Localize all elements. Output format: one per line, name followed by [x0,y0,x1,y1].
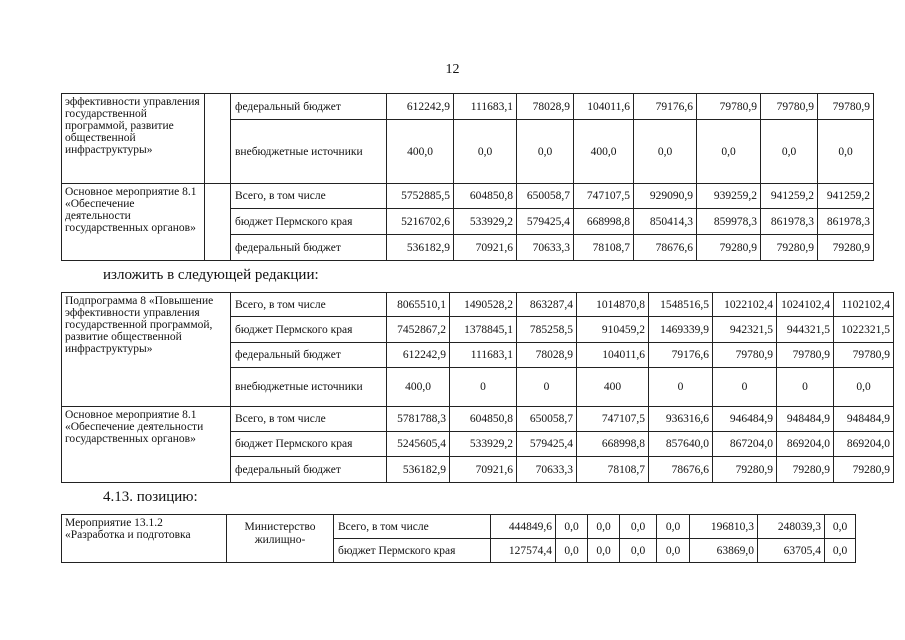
funding-source: федеральный бюджет [231,235,387,261]
value-cell: 78028,9 [517,94,574,120]
value-cell: 536182,9 [387,457,450,483]
value-cell: 939259,2 [697,184,761,209]
value-cell: 1469339,9 [649,317,713,343]
value-cell: 650058,7 [517,184,574,209]
value-cell: 861978,3 [818,209,874,235]
value-cell: 0 [777,368,834,407]
value-cell: 79280,9 [818,235,874,261]
value-cell: 78676,6 [634,235,697,261]
value-cell: 857640,0 [649,432,713,457]
value-cell: 1378845,1 [450,317,517,343]
value-cell: 104011,6 [577,343,649,368]
value-cell: 0 [517,368,577,407]
value-cell: 79280,9 [834,457,894,483]
value-cell: 1022321,5 [834,317,894,343]
value-cell: 104011,6 [574,94,634,120]
value-cell: 0,0 [697,120,761,184]
value-cell: 444849,6 [491,515,556,539]
value-cell: 79780,9 [834,343,894,368]
value-cell: 79280,9 [777,457,834,483]
value-cell: 78676,6 [649,457,713,483]
value-cell: 1102102,4 [834,293,894,317]
value-cell: 612242,9 [387,343,450,368]
value-cell: 70921,6 [454,235,517,261]
value-cell: 79176,6 [649,343,713,368]
funding-table-current [61,93,874,261]
value-cell: 0,0 [620,539,657,563]
funding-source: федеральный бюджет [231,343,387,368]
value-cell: 400,0 [387,120,454,184]
value-cell: 946484,9 [713,407,777,432]
funding-source: бюджет Пермского края [334,539,491,563]
value-cell: 863287,4 [517,293,577,317]
value-cell: 867204,0 [713,432,777,457]
value-cell: 604850,8 [450,407,517,432]
measure-name: Мероприятие 13.1.2 «Разработка и подготовка [62,515,227,563]
value-cell: 942321,5 [713,317,777,343]
value-cell: 612242,9 [387,94,454,120]
value-cell: 747107,5 [574,184,634,209]
value-cell: 1014870,8 [577,293,649,317]
funding-source: внебюджетные источники [231,368,387,407]
value-cell: 248039,3 [758,515,825,539]
table-row [62,184,874,209]
value-cell: 1490528,2 [450,293,517,317]
program-name: Подпрограмма 8 «Повышение эффективности управления государственной программой, развитие общественной инфраструктуры» [62,293,231,407]
value-cell: 78108,7 [577,457,649,483]
value-cell: 850414,3 [634,209,697,235]
responsible-cell [205,184,231,261]
table-row [62,94,874,120]
value-cell: 63869,0 [690,539,758,563]
value-cell: 400 [577,368,649,407]
value-cell: 929090,9 [634,184,697,209]
value-cell: 941259,2 [818,184,874,209]
funding-source: Всего, в том числе [334,515,491,539]
value-cell: 579425,4 [517,432,577,457]
value-cell: 79780,9 [818,94,874,120]
value-cell: 536182,9 [387,235,454,261]
funding-table-revised [61,292,894,483]
value-cell: 78108,7 [574,235,634,261]
funding-table-position [61,514,856,563]
value-cell: 79280,9 [761,235,818,261]
value-cell: 869204,0 [834,432,894,457]
program-name: Основное мероприятие 8.1 «Обеспечение деятельности государственных органов» [62,184,205,261]
value-cell: 785258,5 [517,317,577,343]
value-cell: 5781788,3 [387,407,450,432]
value-cell: 0,0 [517,120,574,184]
funding-source: бюджет Пермского края [231,432,387,457]
value-cell: 79780,9 [697,94,761,120]
value-cell: 70633,3 [517,457,577,483]
value-cell: 0,0 [454,120,517,184]
value-cell: 0,0 [634,120,697,184]
value-cell: 78028,9 [517,343,577,368]
value-cell: 79176,6 [634,94,697,120]
funding-source: бюджет Пермского края [231,317,387,343]
value-cell: 79780,9 [777,343,834,368]
value-cell: 1024102,4 [777,293,834,317]
value-cell: 400,0 [387,368,450,407]
value-cell: 1548516,5 [649,293,713,317]
value-cell: 859978,3 [697,209,761,235]
value-cell: 0,0 [620,515,657,539]
funding-source: Всего, в том числе [231,407,387,432]
table-row [62,407,894,432]
value-cell: 579425,4 [517,209,574,235]
value-cell: 936316,6 [649,407,713,432]
table-row [62,293,894,317]
value-cell: 7452867,2 [387,317,450,343]
funding-source: бюджет Пермского края [231,209,387,235]
value-cell: 941259,2 [761,184,818,209]
responsible-cell [205,94,231,184]
value-cell: 944321,5 [777,317,834,343]
value-cell: 0 [649,368,713,407]
value-cell: 533929,2 [450,432,517,457]
value-cell: 948484,9 [777,407,834,432]
value-cell: 747107,5 [577,407,649,432]
value-cell: 0,0 [657,539,690,563]
value-cell: 0 [450,368,517,407]
value-cell: 70633,3 [517,235,574,261]
value-cell: 0,0 [657,515,690,539]
value-cell: 5245605,4 [387,432,450,457]
value-cell: 533929,2 [454,209,517,235]
value-cell: 0,0 [588,539,620,563]
value-cell: 0,0 [834,368,894,407]
value-cell: 63705,4 [758,539,825,563]
position-heading: 4.13. позицию: [103,489,198,505]
value-cell: 79280,9 [697,235,761,261]
value-cell: 8065510,1 [387,293,450,317]
value-cell: 79280,9 [713,457,777,483]
value-cell: 111683,1 [450,343,517,368]
value-cell: 910459,2 [577,317,649,343]
value-cell: 0,0 [556,515,588,539]
value-cell: 0,0 [588,515,620,539]
value-cell: 948484,9 [834,407,894,432]
value-cell: 111683,1 [454,94,517,120]
value-cell: 196810,3 [690,515,758,539]
funding-source: федеральный бюджет [231,94,387,120]
value-cell: 79780,9 [713,343,777,368]
table-row [62,515,856,539]
value-cell: 5752885,5 [387,184,454,209]
funding-source: Всего, в том числе [231,293,387,317]
funding-source: внебюджетные источники [231,120,387,184]
edit-instruction-heading: изложить в следующей редакции: [103,267,319,283]
value-cell: 0,0 [556,539,588,563]
value-cell: 0,0 [825,539,856,563]
value-cell: 70921,6 [450,457,517,483]
value-cell: 127574,4 [491,539,556,563]
value-cell: 668998,8 [574,209,634,235]
value-cell: 0,0 [761,120,818,184]
value-cell: 1022102,4 [713,293,777,317]
value-cell: 400,0 [574,120,634,184]
value-cell: 0 [713,368,777,407]
value-cell: 5216702,6 [387,209,454,235]
value-cell: 604850,8 [454,184,517,209]
responsible-executor: Министерство жилищно- [227,515,334,563]
value-cell: 668998,8 [577,432,649,457]
funding-source: федеральный бюджет [231,457,387,483]
value-cell: 0,0 [825,515,856,539]
value-cell: 0,0 [818,120,874,184]
program-name: эффективности управления государственной программой, развитие общественной инфраструктуры» [62,94,205,184]
value-cell: 869204,0 [777,432,834,457]
funding-source: Всего, в том числе [231,184,387,209]
value-cell: 861978,3 [761,209,818,235]
page-number: 12 [445,62,460,77]
value-cell: 79780,9 [761,94,818,120]
value-cell: 650058,7 [517,407,577,432]
program-name: Основное мероприятие 8.1 «Обеспечение деятельности государственных органов» [62,407,231,483]
